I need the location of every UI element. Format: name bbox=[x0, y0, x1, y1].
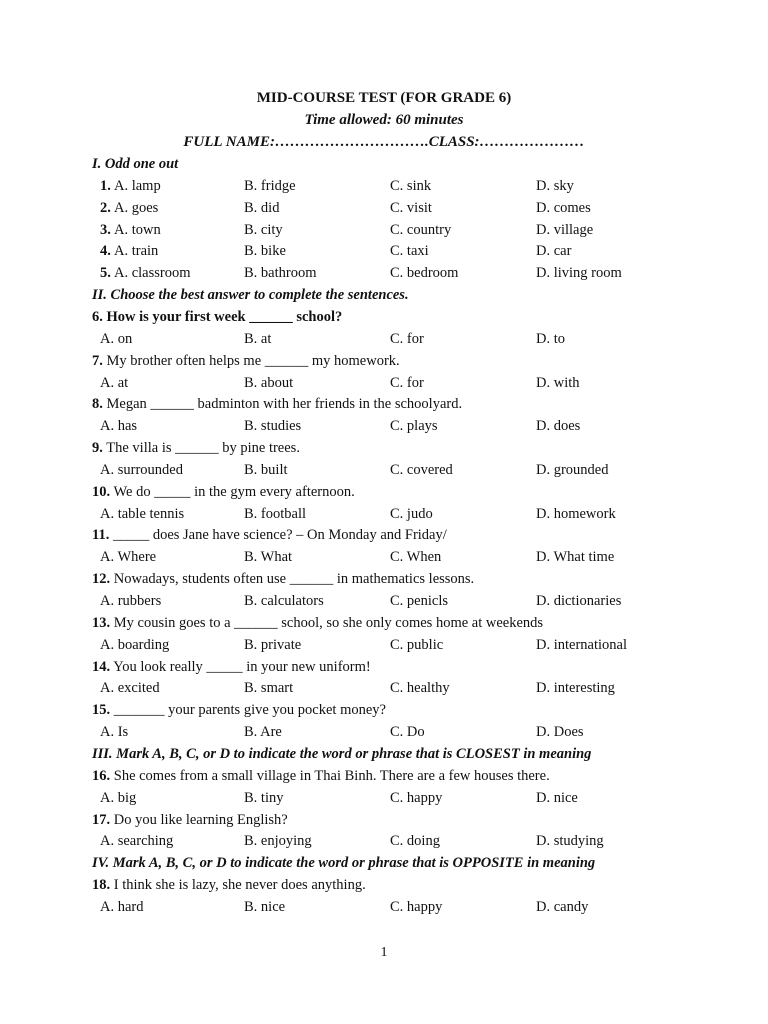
answer-option: A. rubbers bbox=[100, 593, 162, 609]
answer-option: C. doing bbox=[390, 833, 440, 850]
question-text: My brother often helps me ______ my homework. bbox=[106, 352, 400, 369]
answer-option: D. living room bbox=[536, 265, 622, 282]
question-stem bbox=[92, 877, 732, 894]
question-number: 2. bbox=[100, 199, 111, 216]
question-stem bbox=[92, 396, 732, 413]
answer-option: D. interesting bbox=[536, 680, 615, 697]
answer-option: D. does bbox=[536, 418, 581, 435]
question-text: Nowadays, students often use ______ in mathematics lessons. bbox=[113, 571, 475, 588]
question-stem bbox=[92, 440, 732, 457]
answer-option: D. grounded bbox=[536, 461, 609, 478]
section-heading: IV. Mark A, B, C, or D to indicate the word or phrase that is OPPOSITE in meaning bbox=[92, 855, 596, 872]
question-text: How is your first week ______ school? bbox=[106, 308, 343, 325]
question-stem bbox=[92, 615, 732, 632]
question-number: 18. bbox=[92, 877, 111, 894]
question-number: 16. bbox=[92, 767, 111, 784]
answer-option: C. happy bbox=[390, 898, 443, 915]
answer-option: C. plays bbox=[390, 418, 438, 435]
question-number: 5. bbox=[100, 265, 111, 282]
question-number: 7. bbox=[92, 352, 103, 369]
question-text: The villa is ______ by pine trees. bbox=[106, 440, 300, 457]
answer-option: A. classroom bbox=[114, 265, 191, 282]
answer-option: B. smart bbox=[244, 680, 294, 697]
answer-option: D. comes bbox=[536, 199, 591, 216]
question-number: 13. bbox=[92, 614, 111, 631]
answer-option: D. candy bbox=[536, 898, 589, 915]
question-text: Do you like learning English? bbox=[113, 811, 288, 828]
answer-option: A. train bbox=[114, 243, 159, 260]
answer-option: D. car bbox=[536, 243, 572, 260]
question-stem bbox=[92, 484, 732, 501]
answer-option: A. Where bbox=[100, 549, 157, 566]
answer-option: A. excited bbox=[100, 680, 160, 697]
answer-option: B. bathroom bbox=[244, 265, 317, 282]
section-heading: III. Mark A, B, C, or D to indicate the word or phrase that is CLOSEST in meaning bbox=[92, 745, 592, 762]
answer-option: C. penicls bbox=[390, 593, 448, 609]
question-text: You look really _____ in your new uniform! bbox=[113, 658, 371, 675]
question-stem bbox=[92, 527, 732, 544]
answer-option: A. Is bbox=[100, 724, 129, 741]
answer-option: A. lamp bbox=[114, 177, 161, 194]
answer-option: C. healthy bbox=[390, 680, 450, 697]
answer-option: A. boarding bbox=[100, 636, 170, 653]
answer-option: A. town bbox=[114, 221, 161, 238]
answer-option: B. Are bbox=[244, 724, 282, 741]
question-number: 11. bbox=[92, 527, 110, 544]
question-number: 12. bbox=[92, 571, 111, 588]
answer-option: C. happy bbox=[390, 789, 443, 806]
question-stem bbox=[92, 702, 732, 719]
question-text: I think she is lazy, she never does anything. bbox=[113, 877, 366, 894]
time-allowed: Time allowed: 60 minutes bbox=[304, 112, 464, 128]
answer-option: A. surrounded bbox=[100, 461, 183, 478]
question-stem bbox=[92, 309, 732, 326]
question-stem bbox=[92, 659, 732, 676]
question-number: 3. bbox=[100, 221, 111, 238]
question-number: 17. bbox=[92, 811, 111, 828]
question-text: _______ your parents give you pocket money? bbox=[113, 702, 386, 719]
answer-option: A. searching bbox=[100, 833, 174, 850]
answer-option: B. about bbox=[244, 374, 294, 391]
question-number: 9. bbox=[92, 440, 103, 457]
name-class-line: FULL NAME:………………………….CLASS:………………… bbox=[183, 134, 585, 150]
answer-option: B. built bbox=[244, 461, 288, 478]
question-stem bbox=[92, 768, 732, 785]
answer-option: B. What bbox=[244, 549, 293, 566]
answer-option: A. on bbox=[100, 330, 133, 347]
answer-option: B. enjoying bbox=[244, 833, 312, 850]
answer-option: C. visit bbox=[390, 199, 432, 216]
test-title: MID-COURSE TEST (FOR GRADE 6) bbox=[256, 90, 512, 106]
answer-option: B. fridge bbox=[244, 177, 296, 194]
answer-option: D. sky bbox=[536, 177, 574, 194]
answer-option: C. public bbox=[390, 636, 444, 653]
answer-option: D. Does bbox=[536, 724, 584, 741]
answer-option: C. covered bbox=[390, 461, 453, 478]
answer-option: D. to bbox=[536, 330, 565, 347]
question-number: 15. bbox=[92, 702, 111, 719]
answer-option: B. football bbox=[244, 505, 307, 522]
section-heading: II. Choose the best answer to complete the sentences. bbox=[92, 287, 409, 304]
question-stem bbox=[92, 353, 732, 370]
answer-option: A. at bbox=[100, 374, 129, 391]
answer-option: A. has bbox=[100, 418, 138, 435]
answer-option: B. private bbox=[244, 636, 302, 653]
answer-option: C. for bbox=[390, 330, 424, 347]
answer-option: B. tiny bbox=[244, 789, 284, 806]
answer-option: C. sink bbox=[390, 177, 432, 194]
answer-option: A. big bbox=[100, 789, 137, 806]
answer-option: B. studies bbox=[244, 418, 302, 435]
question-number: 4. bbox=[100, 243, 111, 260]
question-number: 8. bbox=[92, 396, 103, 413]
answer-option: D. homework bbox=[536, 505, 616, 522]
answer-option: D. What time bbox=[536, 549, 615, 566]
answer-option: C. Do bbox=[390, 724, 425, 741]
answer-option: A. goes bbox=[114, 199, 159, 216]
answer-option: C. bedroom bbox=[390, 265, 459, 282]
question-text: My cousin goes to a ______ school, so she only comes home at weekends bbox=[113, 614, 544, 631]
answer-option: D. international bbox=[536, 636, 628, 653]
answer-option: C. taxi bbox=[390, 243, 429, 260]
answer-option: D. with bbox=[536, 374, 580, 391]
question-number: 6. bbox=[92, 308, 103, 325]
answer-option: D. studying bbox=[536, 833, 604, 850]
question-stem bbox=[92, 812, 732, 829]
answer-option: C. judo bbox=[390, 505, 433, 522]
answer-option: C. When bbox=[390, 549, 442, 566]
question-text: Megan ______ badminton with her friends in the schoolyard. bbox=[106, 396, 463, 413]
answer-option: B. at bbox=[244, 330, 272, 347]
answer-option: B. city bbox=[244, 221, 283, 238]
answer-option: A. hard bbox=[100, 898, 144, 915]
answer-option: D. nice bbox=[536, 789, 578, 806]
answer-option: C. for bbox=[390, 374, 424, 391]
question-stem bbox=[92, 571, 732, 588]
answer-option: B. bike bbox=[244, 243, 286, 260]
answer-option: B. calculators bbox=[244, 593, 324, 609]
page-number: 1 bbox=[380, 945, 388, 960]
answer-option: B. did bbox=[244, 199, 280, 216]
question-number: 10. bbox=[92, 483, 111, 500]
question-number: 1. bbox=[100, 177, 111, 194]
section-heading: I. Odd one out bbox=[92, 156, 179, 172]
question-text: She comes from a small village in Thai Binh. There are a few houses there. bbox=[113, 767, 550, 784]
answer-option: C. country bbox=[390, 221, 452, 238]
question-number: 14. bbox=[92, 658, 111, 675]
answer-option: D. village bbox=[536, 221, 594, 238]
answer-option: D. dictionaries bbox=[536, 593, 622, 609]
answer-option: B. nice bbox=[244, 898, 286, 915]
question-text: We do _____ in the gym every afternoon. bbox=[113, 483, 355, 500]
question-text: _____ does Jane have science? – On Monday and Friday/ bbox=[112, 527, 447, 544]
answer-option: A. table tennis bbox=[100, 505, 185, 522]
